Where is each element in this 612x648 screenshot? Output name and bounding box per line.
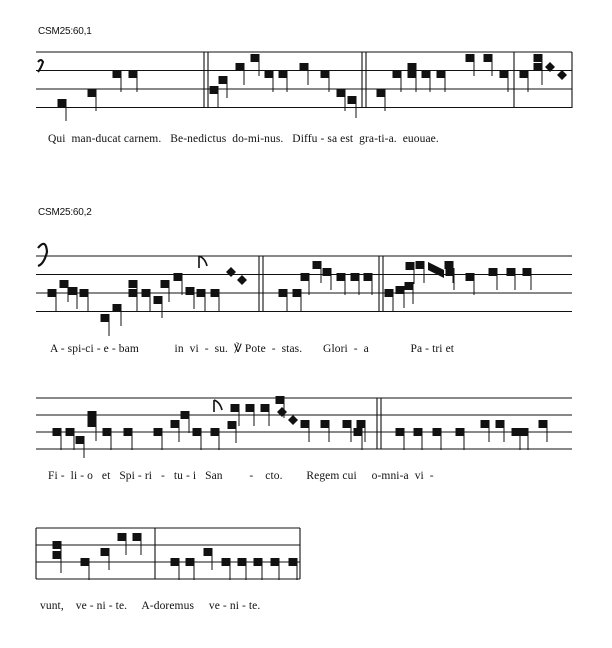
neume — [466, 54, 475, 62]
neume — [445, 261, 454, 269]
neume — [154, 428, 163, 436]
neume — [323, 268, 332, 276]
neume — [539, 420, 548, 428]
rhombus-neume — [277, 407, 287, 417]
neume — [171, 558, 180, 566]
neume — [301, 273, 310, 281]
chant-label-2: CSM25:60,2 — [38, 207, 92, 218]
neume — [500, 70, 509, 78]
neume — [481, 420, 490, 428]
neume — [181, 411, 190, 419]
neume — [133, 533, 142, 541]
lyrics-line-2: A - spi-ci - e - bam in vi - su. ℣ Pote - stas. Glori - a Pa - tri et — [50, 343, 455, 355]
neume — [357, 420, 366, 428]
neume — [393, 70, 402, 78]
neume — [520, 70, 529, 78]
neume — [161, 280, 170, 288]
neume — [101, 314, 110, 322]
neume — [142, 289, 151, 297]
neume — [507, 268, 516, 276]
custos-2 — [214, 400, 222, 412]
neume — [456, 428, 465, 436]
neume — [408, 70, 417, 78]
neume — [406, 262, 415, 270]
neume — [129, 70, 138, 78]
neume — [416, 261, 425, 269]
neume — [124, 428, 133, 436]
neume — [66, 428, 75, 436]
neume — [351, 273, 360, 281]
neume — [534, 54, 543, 62]
clef-2 — [38, 244, 47, 266]
neume — [231, 404, 240, 412]
neume — [396, 428, 405, 436]
neume — [251, 54, 260, 62]
neume — [293, 289, 302, 297]
neume — [193, 428, 202, 436]
chant-label-1: CSM25:60,1 — [38, 26, 92, 37]
neume — [265, 70, 274, 78]
neume — [484, 54, 493, 62]
neume — [276, 396, 285, 404]
rhombus-neume — [557, 70, 567, 80]
neume — [408, 63, 417, 71]
neume — [254, 558, 263, 566]
neume — [53, 428, 62, 436]
neume — [489, 268, 498, 276]
neume — [76, 436, 85, 444]
neume — [348, 96, 357, 104]
neume — [520, 428, 529, 436]
neume — [219, 76, 228, 84]
neume — [466, 273, 475, 281]
neume — [211, 428, 220, 436]
neume — [321, 70, 330, 78]
neume — [58, 99, 67, 107]
neume — [238, 558, 247, 566]
neume — [60, 280, 69, 288]
neume — [354, 428, 363, 436]
neume — [186, 287, 195, 295]
custos-1 — [199, 256, 207, 268]
neume — [113, 70, 122, 78]
neume — [53, 541, 62, 549]
neume — [300, 63, 309, 71]
neume — [88, 89, 97, 97]
staff-lines — [36, 52, 572, 579]
neume — [414, 428, 423, 436]
lyrics-line-3: Fi - li - o et Spi - ri - tu - i San - cto. Regem cui o-mni-a vi - — [48, 470, 434, 482]
neume — [228, 421, 237, 429]
neume — [246, 404, 255, 412]
neume — [271, 558, 280, 566]
neume — [236, 63, 245, 71]
neume — [337, 273, 346, 281]
neume — [343, 420, 352, 428]
neume — [422, 70, 431, 78]
neume — [204, 548, 213, 556]
neume — [69, 287, 78, 295]
neume — [337, 89, 346, 97]
neume — [396, 286, 405, 294]
neume — [222, 558, 231, 566]
neume — [81, 558, 90, 566]
neume — [88, 411, 97, 419]
rhombus-neume — [288, 415, 298, 425]
neume — [210, 86, 219, 94]
neume — [88, 419, 97, 427]
neume — [279, 289, 288, 297]
neume — [433, 428, 442, 436]
lyrics-line-1: Qui man-ducat carnem. Be-nedictus do-mi-nus. Diffu - sa est gra-ti-a. euouae. — [48, 133, 439, 145]
neume — [129, 289, 138, 297]
neume — [171, 420, 180, 428]
neume — [118, 533, 127, 541]
bar-lines — [36, 52, 572, 579]
neume — [289, 558, 298, 566]
neume — [48, 289, 57, 297]
neume — [101, 548, 110, 556]
rhombus-neume — [226, 267, 236, 277]
neume — [523, 268, 532, 276]
neume — [301, 420, 310, 428]
neume — [313, 261, 322, 269]
ligature — [428, 262, 444, 278]
neume — [446, 268, 455, 276]
neume — [103, 428, 112, 436]
neume — [512, 428, 521, 436]
neume — [80, 289, 89, 297]
neume — [321, 420, 330, 428]
neume — [385, 289, 394, 297]
neume — [405, 282, 414, 290]
neume — [377, 89, 386, 97]
neume — [261, 404, 270, 412]
neume — [154, 296, 163, 304]
neume — [197, 289, 206, 297]
neume — [113, 304, 122, 312]
neume — [129, 280, 138, 288]
neume — [174, 273, 183, 281]
neume — [211, 289, 220, 297]
rhombus-neume — [237, 275, 247, 285]
neume — [53, 551, 62, 559]
neume — [496, 420, 505, 428]
lyrics-line-4: vunt, ve - ni - te. A-doremus ve - ni - te. — [40, 600, 261, 612]
neume — [186, 558, 195, 566]
neume — [279, 70, 288, 78]
neume — [534, 63, 543, 71]
neume — [437, 70, 446, 78]
neume — [364, 273, 373, 281]
